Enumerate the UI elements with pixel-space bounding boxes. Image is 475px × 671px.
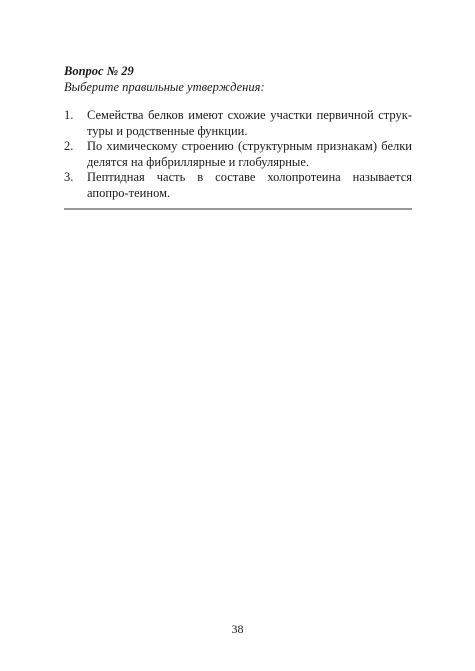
statement-text: Семейства белков имеют схожие участки первичной струк-туры и родственные функции. <box>87 108 412 138</box>
statements-list <box>64 108 412 201</box>
statement-item <box>64 108 412 139</box>
statement-number: 3. <box>64 170 74 184</box>
question-instruction: Выберите правильные утверждения: <box>64 80 265 94</box>
statement-number: 2. <box>64 139 74 153</box>
statement-text: По химическому строению (структурным признакам) белки делятся на фибриллярные и глобулярные. <box>87 139 412 169</box>
question-title: Вопрос № 29 <box>64 64 134 78</box>
statement-item <box>64 170 412 201</box>
page-number: 38 <box>231 622 244 636</box>
question-block <box>64 63 412 201</box>
divider-line <box>64 208 412 210</box>
statement-item <box>64 139 412 170</box>
statement-text: Пептидная часть в составе холопротеина называется апопро-теином. <box>87 170 412 200</box>
statement-number: 1. <box>64 108 74 122</box>
